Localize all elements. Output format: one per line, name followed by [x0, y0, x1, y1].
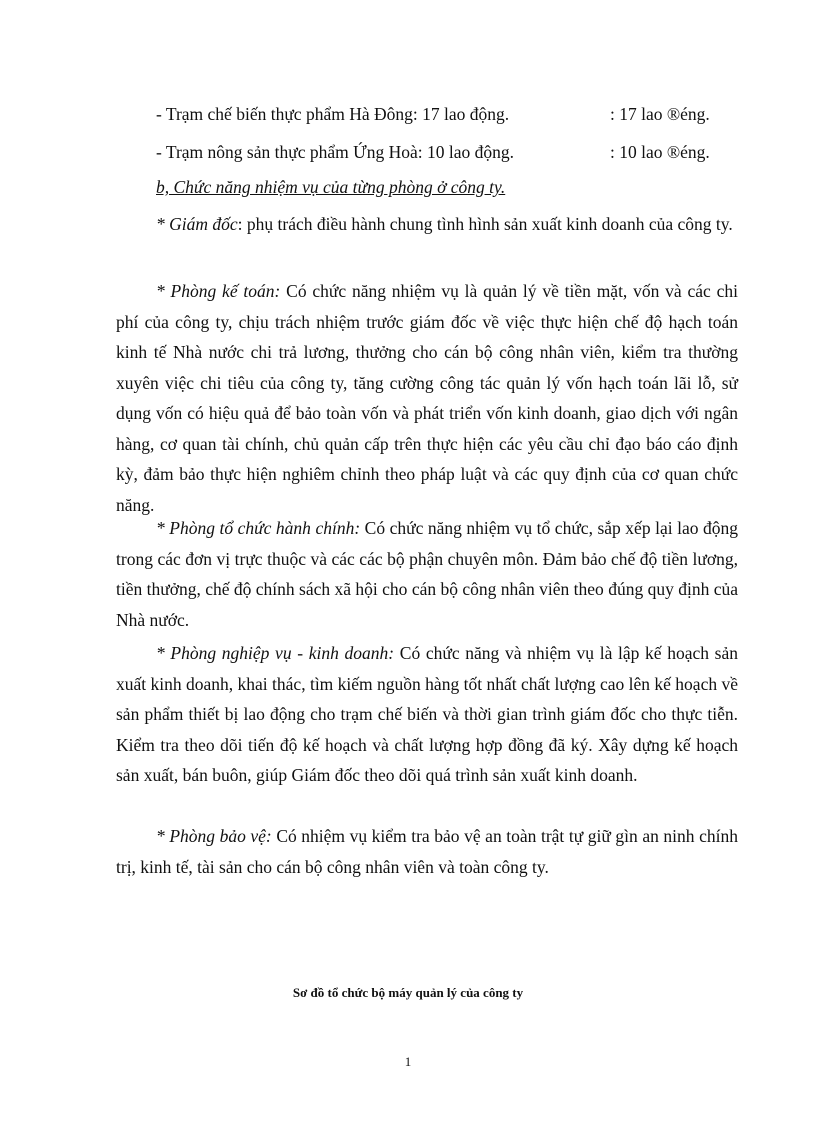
paragraph-text: Có chức năng nhiệm vụ là quản lý về tiền mặt, vốn và các chi phí của công ty, chịu trách nhiệm trước giám đốc về việc thực hiện chế độ hạch toán kinh tế Nhà nước chi trả lương, thưởng cho cán bộ công nhân viên, kiểm tra thường xuyên việc chi tiêu của công ty, tăng cường công tác quản lý vốn hạch toán lãi lỗ, sử dụng vốn có hiệu quả để bảo toàn vốn và phát triển vốn kinh doanh, giao dịch với ngân hàng, cơ quan tài chính, chủ quản cấp trên thực hiện các yêu cầu chỉ đạo báo cáo định kỳ, đảm bảo thực hiện nghiêm chỉnh theo pháp luật và các quy định của cơ quan chức năng.	[116, 281, 738, 515]
section-heading: b, Chức năng nhiệm vụ của từng phòng ở công ty.	[156, 177, 506, 197]
paragraph-label: * Phòng tổ chức hành chính:	[156, 518, 361, 538]
station-line-ung-hoa: - Trạm nông sản thực phẩm Ứng Hoà: 10 lao động.	[156, 142, 514, 162]
station-line-ung-hoa-count: : 10 lao ®éng.	[610, 142, 710, 162]
paragraph-label: * Phòng bảo vệ:	[156, 826, 272, 846]
paragraph-label: * Phòng nghiệp vụ - kinh doanh:	[156, 643, 395, 663]
station-line-ha-dong: - Trạm chế biến thực phẩm Hà Đông: 17 lao động.	[156, 104, 510, 124]
paragraph-business	[116, 638, 738, 791]
paragraph-security	[116, 821, 738, 882]
paragraph-text: : phụ trách điều hành chung tình hình sản xuất kinh doanh của công ty.	[237, 214, 733, 234]
station-line-ha-dong-count: : 17 lao ®éng.	[610, 104, 710, 124]
org-chart-caption: Sơ đồ tổ chức bộ máy quản lý của công ty	[292, 985, 524, 1000]
paragraph-text: Có chức năng nhiệm vụ tổ chức, sắp xếp lại lao động trong các đơn vị trực thuộc và các các bộ phận chuyên môn. Đảm bảo chế độ tiền lương, tiền thưởng, chế độ chính sách xã hội cho cán bộ công nhân viên theo đúng quy định của Nhà nước.	[116, 518, 738, 630]
paragraph-text: Có chức năng và nhiệm vụ là lập kế hoạch sản xuất kinh doanh, khai thác, tìm kiếm nguồn hàng tốt nhất chất lượng cao lên kế hoạch về sản phẩm thiết bị lao động cho trạm chế biến và thời gian trình giám đốc cho thực tiễn. Kiểm tra theo dõi tiến độ kế hoạch và chất lượng hợp đồng đã ký. Xây dựng kế hoạch sản xuất, bán buôn, giúp Giám đốc theo dõi quá trình sản xuất kinh doanh.	[116, 643, 739, 785]
paragraph-administration	[116, 513, 738, 635]
paragraph-label: * Giám đốc	[156, 214, 238, 234]
paragraph-accounting	[116, 276, 738, 520]
paragraph-director	[116, 209, 738, 240]
paragraph-text: Có nhiệm vụ kiểm tra bảo vệ an toàn trật tự giữ gìn an ninh chính trị, kinh tế, tài sản cho cán bộ công nhân viên và toàn công ty.	[116, 826, 738, 877]
paragraph-label: * Phòng kế toán:	[156, 281, 281, 301]
page-number: 1	[404, 1054, 412, 1069]
